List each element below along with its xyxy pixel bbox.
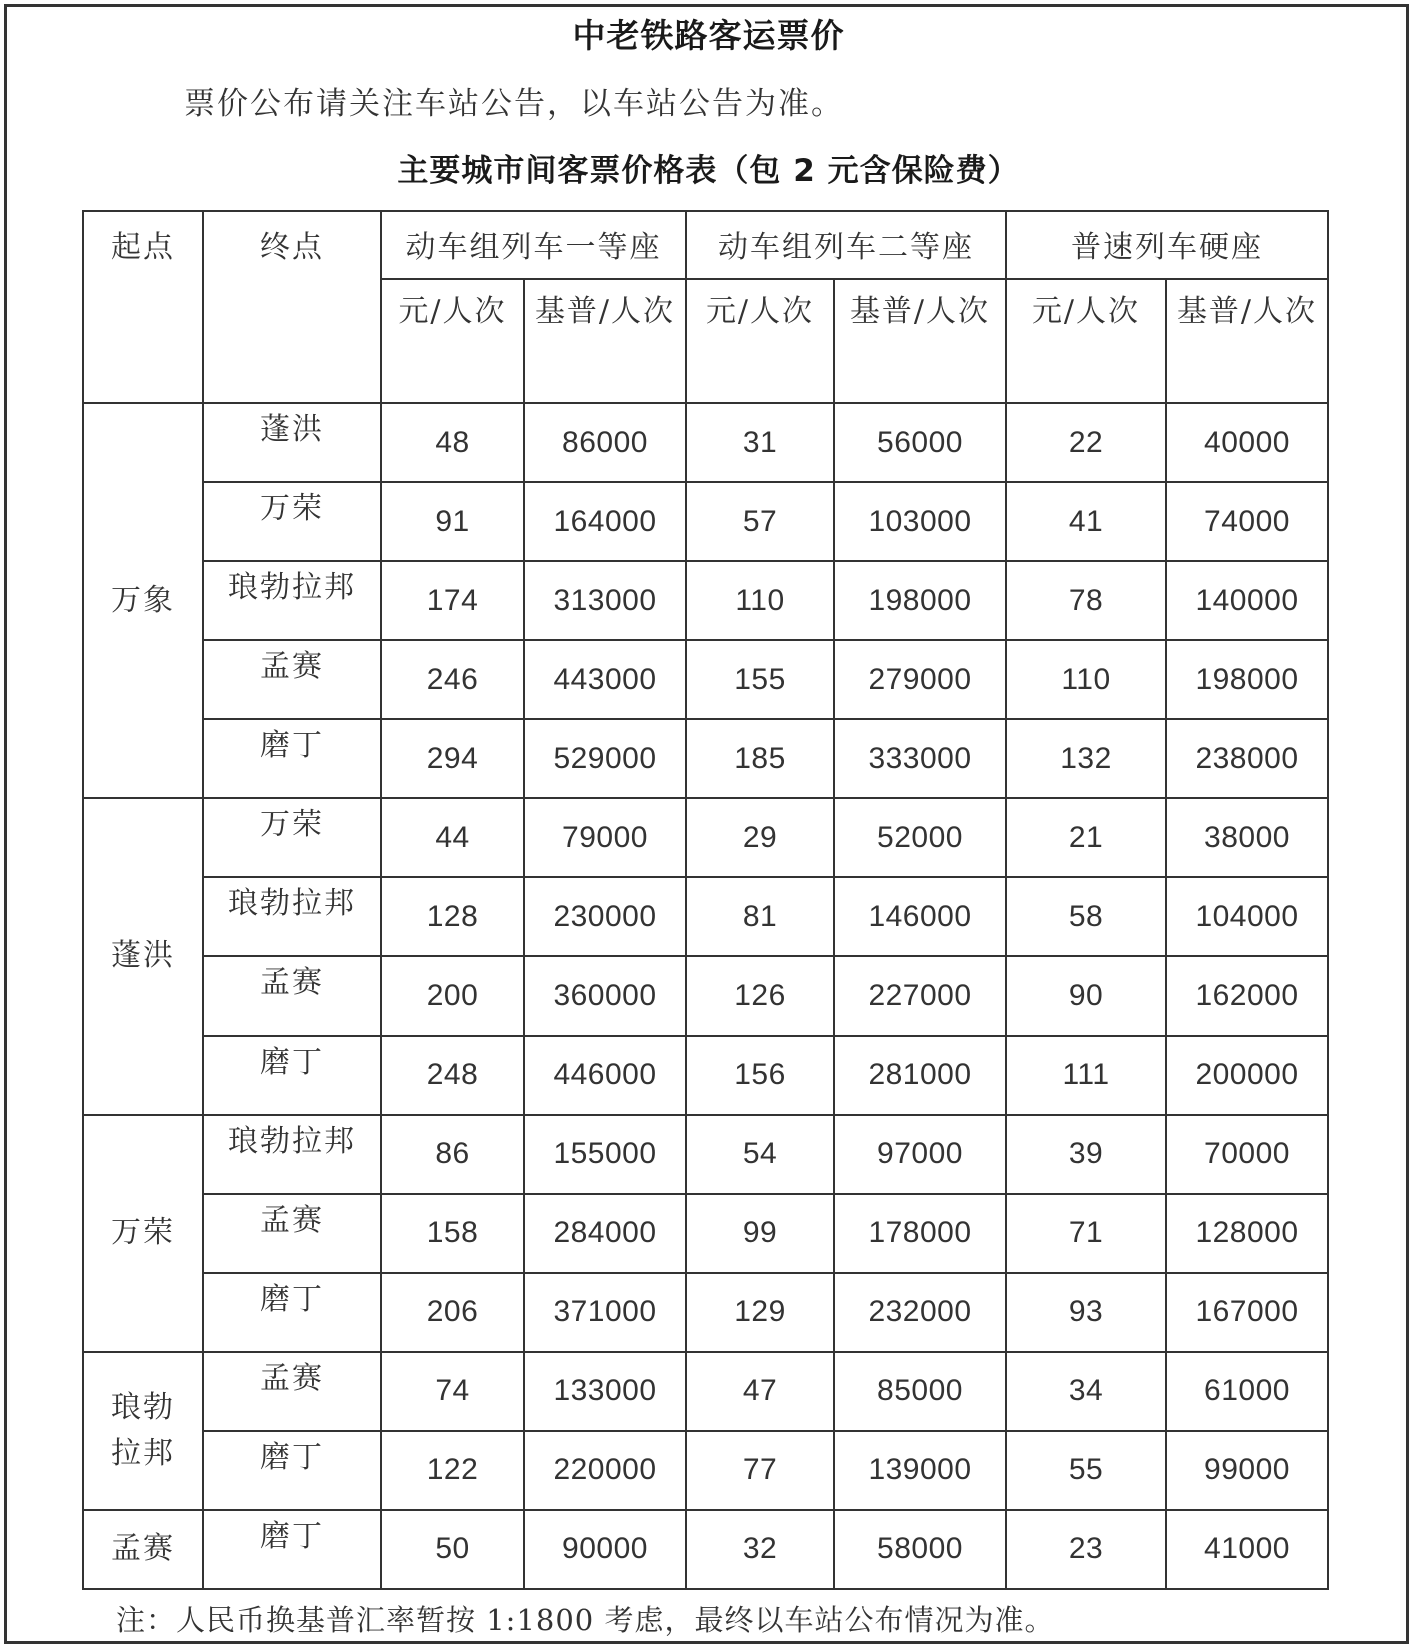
fare-value-cell: 279000 <box>834 640 1006 719</box>
exchange-rate-note: 注：人民币换基普汇率暂按 1:1800 考虑，最终以车站公布情况为准。 <box>116 1603 1055 1637</box>
fare-value-cell: 206 <box>381 1273 524 1352</box>
fare-value-cell: 110 <box>686 561 834 640</box>
fare-value-cell: 227000 <box>834 956 1006 1035</box>
destination-cell: 琅勃拉邦 <box>203 561 381 640</box>
destination-cell: 蓬洪 <box>203 403 381 482</box>
fare-value-cell: 156 <box>686 1036 834 1115</box>
fare-value-cell: 164000 <box>524 482 686 561</box>
table-subtitle: 主要城市间客票价格表（包 2 元含保险费） <box>397 153 1020 189</box>
fare-value-cell: 238000 <box>1166 719 1328 798</box>
fare-value-cell: 178000 <box>834 1194 1006 1273</box>
destination-cell: 磨丁 <box>203 1510 381 1589</box>
header-unit-yuan: 元/人次 <box>381 279 524 403</box>
destination-cell: 孟赛 <box>203 640 381 719</box>
destination-cell: 磨丁 <box>203 1036 381 1115</box>
table-row <box>83 1036 1328 1115</box>
header-row-groups <box>83 211 1328 279</box>
fare-value-cell: 23 <box>1006 1510 1166 1589</box>
fare-value-cell: 56000 <box>834 403 1006 482</box>
table-row <box>83 1115 1328 1194</box>
origin-cell: 万象 <box>83 403 203 798</box>
origin-cell: 万荣 <box>83 1115 203 1352</box>
header-unit-kip: 基普/人次 <box>834 279 1006 403</box>
table-row <box>83 719 1328 798</box>
table-row <box>83 798 1328 877</box>
table-row <box>83 1431 1328 1510</box>
fare-value-cell: 248 <box>381 1036 524 1115</box>
fare-value-cell: 162000 <box>1166 956 1328 1035</box>
destination-cell: 琅勃拉邦 <box>203 877 381 956</box>
fare-value-cell: 90000 <box>524 1510 686 1589</box>
fare-value-cell: 70000 <box>1166 1115 1328 1194</box>
fare-value-cell: 61000 <box>1166 1352 1328 1431</box>
fare-value-cell: 146000 <box>834 877 1006 956</box>
fare-value-cell: 58000 <box>834 1510 1006 1589</box>
fare-value-cell: 71 <box>1006 1194 1166 1273</box>
fare-value-cell: 91 <box>381 482 524 561</box>
fare-value-cell: 79000 <box>524 798 686 877</box>
fare-value-cell: 97000 <box>834 1115 1006 1194</box>
header-unit-yuan: 元/人次 <box>1006 279 1166 403</box>
fare-value-cell: 232000 <box>834 1273 1006 1352</box>
fare-value-cell: 111 <box>1006 1036 1166 1115</box>
fare-value-cell: 126 <box>686 956 834 1035</box>
fare-value-cell: 103000 <box>834 482 1006 561</box>
table-row <box>83 482 1328 561</box>
destination-cell: 磨丁 <box>203 1431 381 1510</box>
fare-value-cell: 185 <box>686 719 834 798</box>
table-row <box>83 1352 1328 1431</box>
fare-value-cell: 41 <box>1006 482 1166 561</box>
header-group-hard-seat: 普速列车硬座 <box>1006 211 1328 279</box>
fare-value-cell: 230000 <box>524 877 686 956</box>
fare-value-cell: 29 <box>686 798 834 877</box>
fare-value-cell: 47 <box>686 1352 834 1431</box>
header-unit-yuan: 元/人次 <box>686 279 834 403</box>
fare-value-cell: 58 <box>1006 877 1166 956</box>
fare-value-cell: 22 <box>1006 403 1166 482</box>
fare-value-cell: 198000 <box>834 561 1006 640</box>
fare-table <box>82 210 1329 1590</box>
fare-value-cell: 110 <box>1006 640 1166 719</box>
fare-value-cell: 313000 <box>524 561 686 640</box>
fare-value-cell: 52000 <box>834 798 1006 877</box>
fare-value-cell: 90 <box>1006 956 1166 1035</box>
destination-cell: 孟赛 <box>203 1352 381 1431</box>
fare-value-cell: 155 <box>686 640 834 719</box>
fare-value-cell: 99 <box>686 1194 834 1273</box>
table-row <box>83 1510 1328 1589</box>
fare-value-cell: 21 <box>1006 798 1166 877</box>
fare-value-cell: 32 <box>686 1510 834 1589</box>
fare-value-cell: 129 <box>686 1273 834 1352</box>
fare-value-cell: 40000 <box>1166 403 1328 482</box>
header-group-first-class: 动车组列车一等座 <box>381 211 686 279</box>
fare-value-cell: 77 <box>686 1431 834 1510</box>
fare-value-cell: 132 <box>1006 719 1166 798</box>
fare-value-cell: 78 <box>1006 561 1166 640</box>
fare-value-cell: 74000 <box>1166 482 1328 561</box>
fare-value-cell: 360000 <box>524 956 686 1035</box>
fare-value-cell: 333000 <box>834 719 1006 798</box>
table-row <box>83 640 1328 719</box>
destination-cell: 万荣 <box>203 798 381 877</box>
fare-value-cell: 39 <box>1006 1115 1166 1194</box>
header-group-second-class: 动车组列车二等座 <box>686 211 1006 279</box>
fare-value-cell: 55 <box>1006 1431 1166 1510</box>
fare-value-cell: 44 <box>381 798 524 877</box>
destination-cell: 孟赛 <box>203 956 381 1035</box>
destination-cell: 万荣 <box>203 482 381 561</box>
fare-value-cell: 54 <box>686 1115 834 1194</box>
fare-value-cell: 371000 <box>524 1273 686 1352</box>
fare-value-cell: 140000 <box>1166 561 1328 640</box>
fare-value-cell: 99000 <box>1166 1431 1328 1510</box>
intro-text: 票价公布请关注车站公告，以车站公告为准。 <box>184 86 844 122</box>
fare-table-body <box>83 403 1328 1589</box>
origin-cell: 孟赛 <box>83 1510 203 1589</box>
fare-value-cell: 31 <box>686 403 834 482</box>
fare-value-cell: 86 <box>381 1115 524 1194</box>
fare-value-cell: 104000 <box>1166 877 1328 956</box>
fare-value-cell: 74 <box>381 1352 524 1431</box>
header-unit-kip: 基普/人次 <box>524 279 686 403</box>
origin-cell: 琅勃拉邦 <box>83 1352 203 1510</box>
fare-value-cell: 155000 <box>524 1115 686 1194</box>
destination-cell: 磨丁 <box>203 1273 381 1352</box>
fare-value-cell: 41000 <box>1166 1510 1328 1589</box>
fare-value-cell: 158 <box>381 1194 524 1273</box>
header-origin: 起点 <box>83 211 203 403</box>
fare-value-cell: 85000 <box>834 1352 1006 1431</box>
fare-value-cell: 128 <box>381 877 524 956</box>
destination-cell: 孟赛 <box>203 1194 381 1273</box>
fare-value-cell: 139000 <box>834 1431 1006 1510</box>
table-row <box>83 877 1328 956</box>
destination-cell: 磨丁 <box>203 719 381 798</box>
fare-value-cell: 200 <box>381 956 524 1035</box>
header-destination: 终点 <box>203 211 381 403</box>
fare-value-cell: 446000 <box>524 1036 686 1115</box>
table-row <box>83 403 1328 482</box>
fare-value-cell: 81 <box>686 877 834 956</box>
fare-value-cell: 48 <box>381 403 524 482</box>
fare-value-cell: 128000 <box>1166 1194 1328 1273</box>
destination-cell: 琅勃拉邦 <box>203 1115 381 1194</box>
table-row <box>83 1194 1328 1273</box>
fare-value-cell: 38000 <box>1166 798 1328 877</box>
fare-value-cell: 443000 <box>524 640 686 719</box>
fare-value-cell: 133000 <box>524 1352 686 1431</box>
fare-value-cell: 284000 <box>524 1194 686 1273</box>
table-row <box>83 956 1328 1035</box>
fare-value-cell: 34 <box>1006 1352 1166 1431</box>
fare-value-cell: 86000 <box>524 403 686 482</box>
fare-value-cell: 220000 <box>524 1431 686 1510</box>
fare-value-cell: 122 <box>381 1431 524 1510</box>
fare-value-cell: 200000 <box>1166 1036 1328 1115</box>
fare-value-cell: 167000 <box>1166 1273 1328 1352</box>
document-title: 中老铁路客运票价 <box>572 16 845 55</box>
fare-value-cell: 246 <box>381 640 524 719</box>
fare-value-cell: 198000 <box>1166 640 1328 719</box>
fare-value-cell: 174 <box>381 561 524 640</box>
fare-value-cell: 529000 <box>524 719 686 798</box>
fare-value-cell: 294 <box>381 719 524 798</box>
fare-value-cell: 281000 <box>834 1036 1006 1115</box>
fare-value-cell: 93 <box>1006 1273 1166 1352</box>
fare-value-cell: 57 <box>686 482 834 561</box>
origin-cell: 蓬洪 <box>83 798 203 1114</box>
fare-value-cell: 50 <box>381 1510 524 1589</box>
table-row <box>83 1273 1328 1352</box>
header-unit-kip: 基普/人次 <box>1166 279 1328 403</box>
table-row <box>83 561 1328 640</box>
